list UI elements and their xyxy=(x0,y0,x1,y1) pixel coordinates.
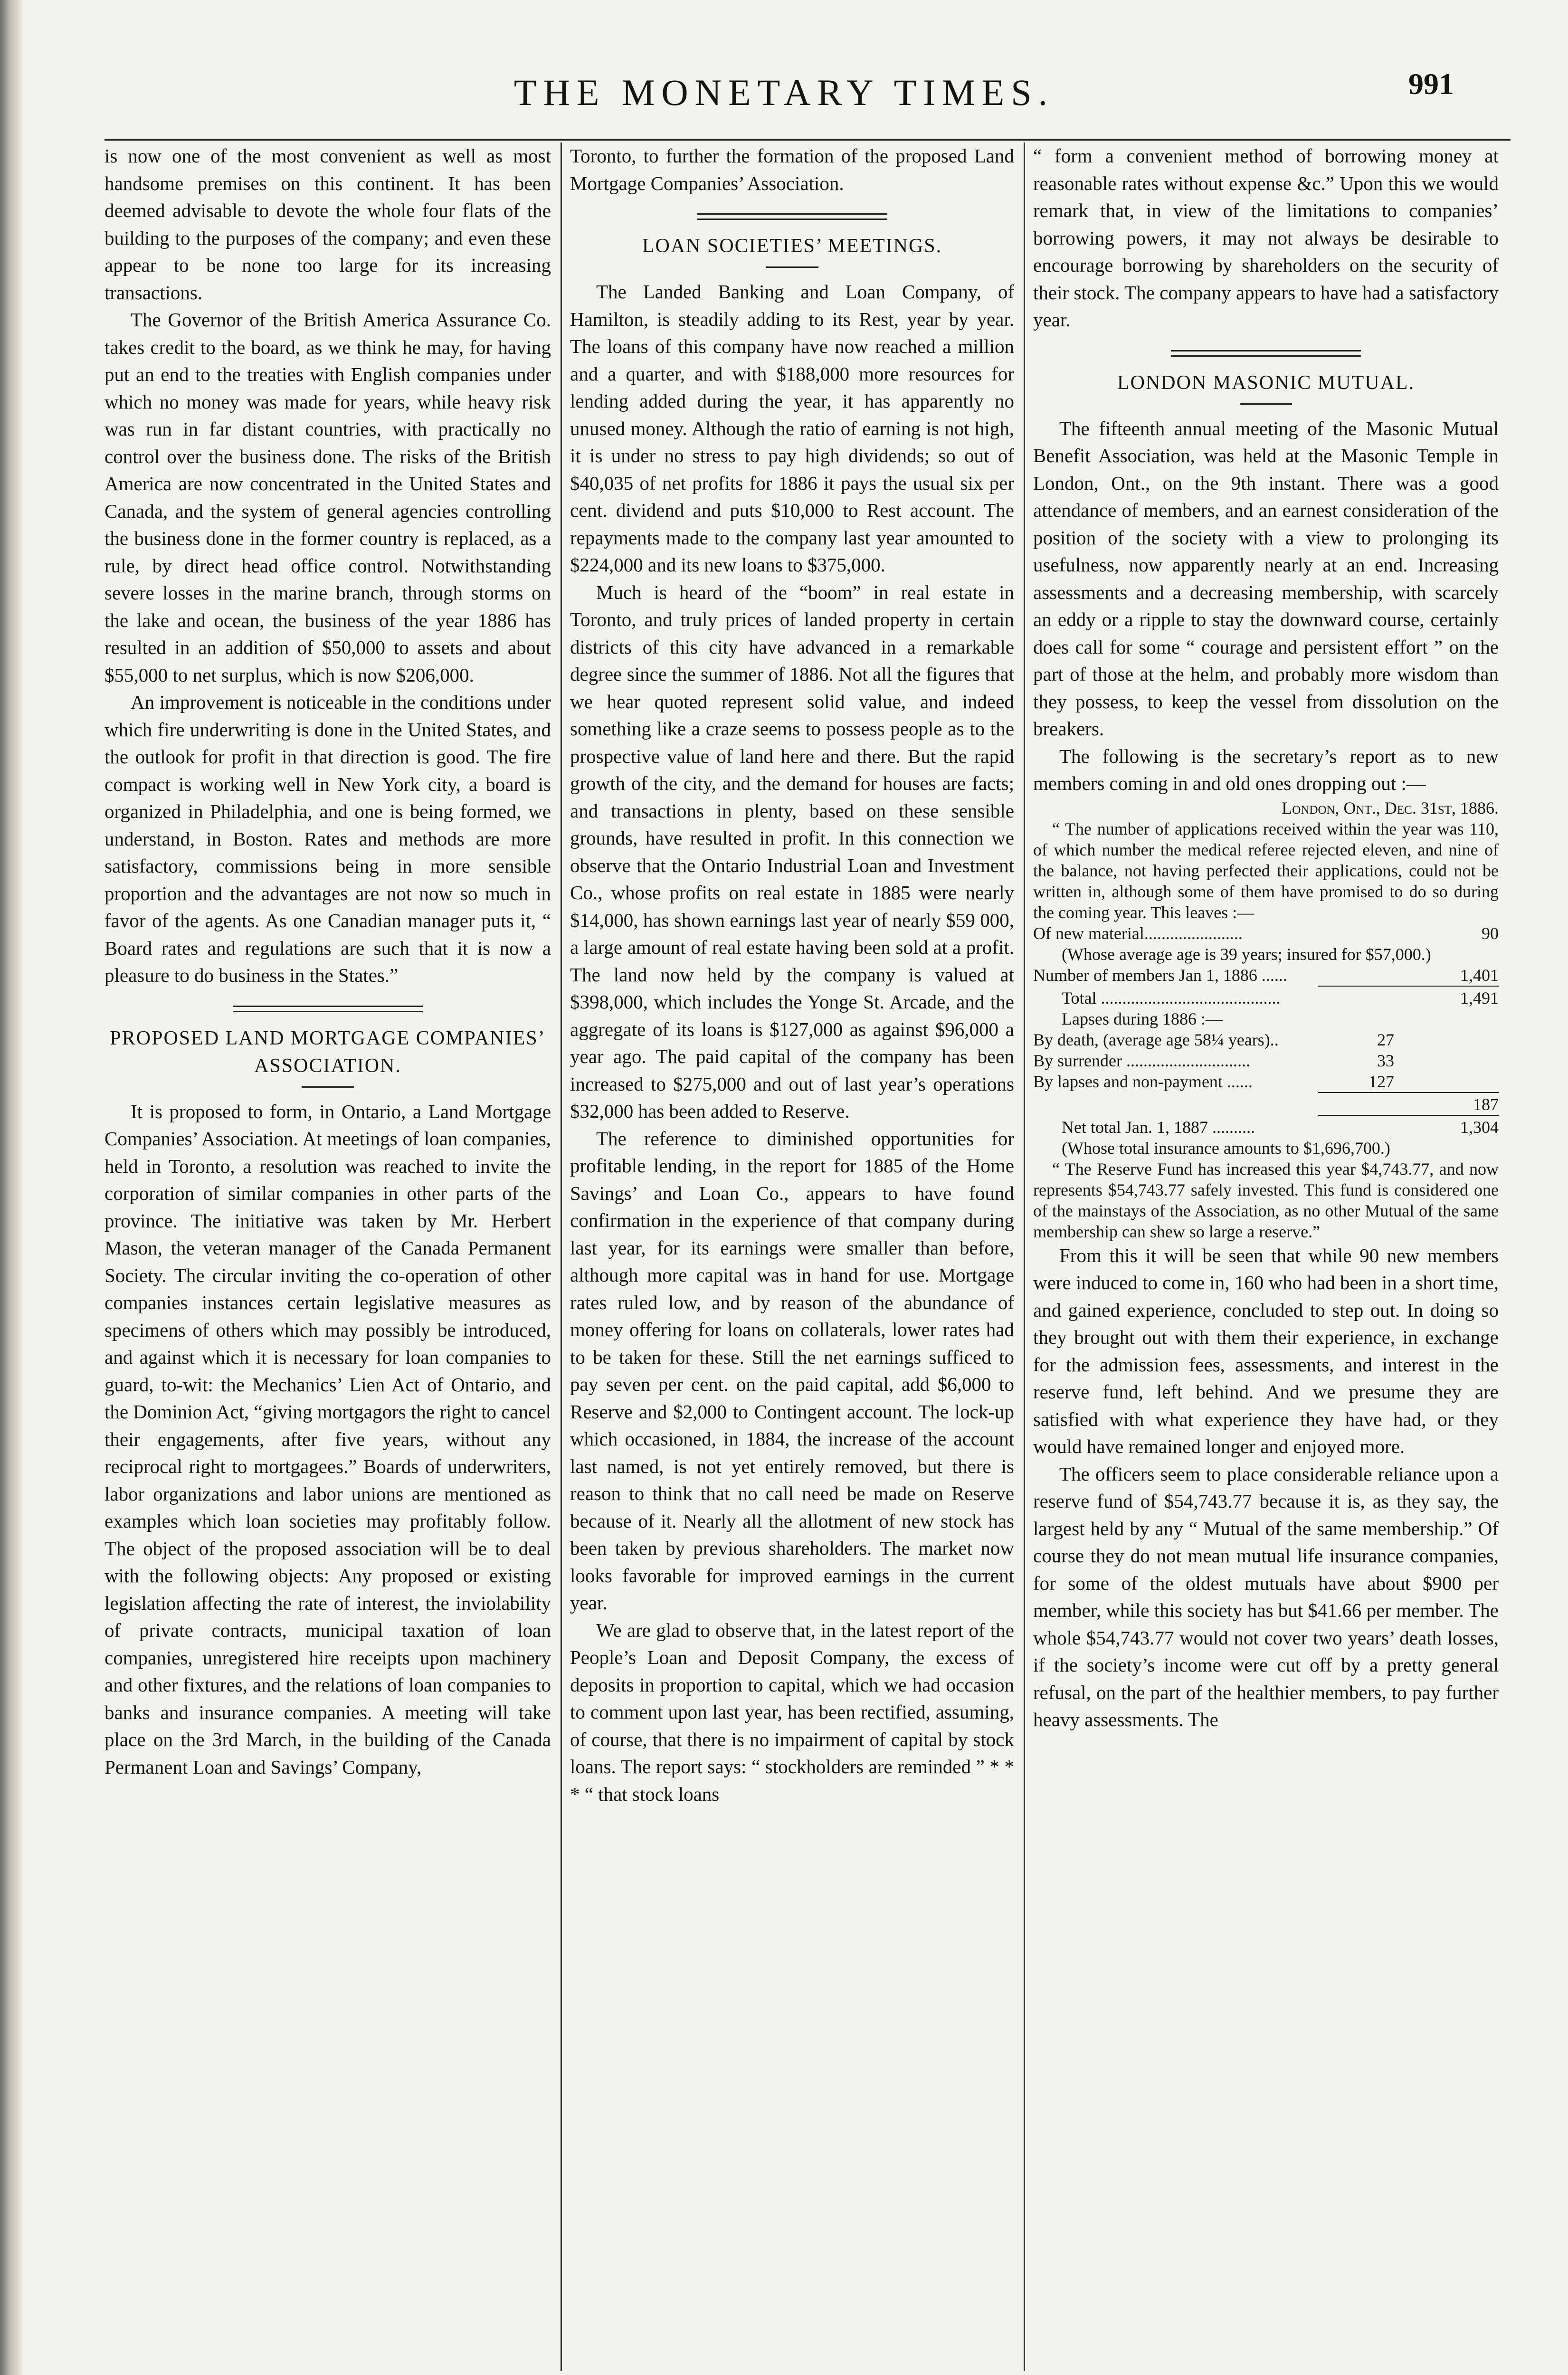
paragraph: The following is the secretary’s report as to new members coming in and old ones dropping out :— xyxy=(1033,745,1499,794)
report-row xyxy=(1033,1094,1499,1115)
scan-edge-shadow xyxy=(0,0,24,2375)
report-label: Net total Jan. 1, 1887 .......... xyxy=(1062,1117,1255,1137)
publication-title: THE MONETARY TIMES. xyxy=(513,72,1055,113)
section-heading: PROPOSED LAND MORTGAGE COMPANIES’ ASSOCIATION. xyxy=(110,1027,546,1077)
paragraph: The reference to diminished opportunities for profitable lending, in the report for 1885 of the Home Savings’ and Loan Co., appears to have found confirmation in the experience of that company during last year, for its earnings were smaller than before, although more capital was in hand for use. Mortgage rates ruled low, and by reason of the abundance of money offering for loans on collaterals, lower rates had to be taken for these. Still the net earnings sufficed to pay seven per cent. on the paid capital, add $6,000 to Reserve and $2,000 to Contingent account. The lock-up which occasioned, in 1884, the increase of the account last named, is not yet entirely removed, but there is reason to think that no call need be made on Reserve because of it. Nearly all the allotment of new stock has been taken by previous shareholders. The market now looks favorable for improved earnings in the current year. xyxy=(570,1127,1014,1614)
report-value: 33 xyxy=(1377,1051,1394,1070)
report-label: By lapses and non-payment ...... xyxy=(1033,1072,1253,1091)
report-reserve: “ The Reserve Fund has increased this year $4,743.77, and now represents $54,743.77 safely invested. This fund is considered one of the mainstays of the Association, as no other Mutual of the same membership can shew so large a reserve.” xyxy=(1033,1159,1499,1241)
paragraph: It is proposed to form, in Ontario, a Land Mortgage Companies’ Association. At meetings of loan companies, held in Toronto, a resolution was reached to invite the corporation of similar companies in other parts of the province. The initiative was taken by Mr. Herbert Mason, the veteran manager of the Canada Permanent Society. The circular inviting the co-operation of other companies instances certain legislative measures as specimens of others which may possibly be introduced, and against which it is necessary for loan companies to guard, to-wit: the Mechanics’ Lien Act of Ontario, and the Dominion Act, “giving mortgagors the right to cancel their engagements, after five years, without any reciprocal right to mortgagees.” Boards of underwriters, labor organizations and labor unions are mentioned as examples which loan societies may profitably follow. The object of the proposed association will be to deal with the following objects: Any proposed or existing legislation affecting the rate of interest, the inviolability of private contracts, municipal taxation of loan companies, unregistered hire receipts upon machinery and other fixtures, and the relations of loan companies to banks and insurance companies. A meeting will take place on the 3rd March, in the building of the Canada Permanent Loan and Savings’ Company, xyxy=(105,1100,551,1778)
report-note xyxy=(1033,944,1499,965)
masthead xyxy=(0,0,1568,142)
report-value: 187 xyxy=(1473,1094,1499,1114)
paragraph: From this it will be seen that while 90 new members were induced to come in, 160 who had been in a short time, and gained experience, concluded to step out. In doing so they brought out with them their experience, in exchange for the admission fees, assessments, and interest in the reserve fund, left behind. And we presume they are satisfied with what experience they have had, or they would have remained longer and enjoyed more. xyxy=(1033,1244,1499,1457)
paragraph: The officers seem to place considerable reliance upon a reserve fund of $54,743.77 because it is, as they say, the largest held by any “ Mutual of the same membership.” Of course they do not mean mutual life insurance companies, for some of the oldest mutuals have about $900 per member, while this society has but $41.66 per member. The whole $54,743.77 would not cover two years’ death losses, if the society’s income were cut off by a pretty general refusal, on the part of the healthier members, to pay further heavy assessments. The xyxy=(1033,1463,1499,1730)
secretary-report xyxy=(1033,798,1499,1242)
paragraph: The Landed Banking and Loan Company, of Hamilton, is steadily adding to its Rest, year by year. The loans of this company have now reached a million and a quarter, and with $188,000 more resources for lending added during the year, it has apparently no unused money. Although the ratio of earning is not high, it is under no stress to pay high dividends; so out of $40,035 of net profits for 1886 it pays the usual six per cent. dividend and puts $10,000 to Rest account. The repayments made to the company last year amounted to $224,000 and its new loans to $375,000. xyxy=(570,281,1014,576)
column-rule-1 xyxy=(561,142,562,2371)
section-heading: LOAN SOCIETIES’ MEETINGS. xyxy=(642,235,942,257)
report-note-text: (Whose total insurance amounts to $1,696,700.) xyxy=(1062,1138,1390,1158)
paragraph: is now one of the most convenient as well as most handsome premises on this continent. It has been deemed advisable to devote the whole four flats of the building to the purposes of the company; and even these appear to be none too large for its increasing transactions. xyxy=(105,145,551,304)
report-value: 27 xyxy=(1377,1030,1394,1049)
report-label: Lapses during 1886 :— xyxy=(1062,1009,1223,1028)
report-intro: “ The number of applications received within the year was 110, of which number the medical referee rejected eleven, and nine of the balance, not having perfected their applications, could not be written in, although some of them have promised to do so during the coming year. This leaves :— xyxy=(1033,819,1499,922)
paragraph: We are glad to observe that, in the latest report of the People’s Loan and Deposit Company, the excess of deposits in proportion to capital, which we had occasion to comment upon last year, has been rectified, assuming, of course, that there is no impairment of capital by stock loans. The report says: “ stockholders are reminded ” * * * “ that stock loans xyxy=(570,1619,1014,1805)
page-number: 991 xyxy=(1408,67,1454,101)
report-value: 1,491 xyxy=(1460,988,1499,1007)
report-label: By surrender ............................. xyxy=(1033,1051,1250,1070)
column-2 xyxy=(570,142,1014,2375)
report-row xyxy=(1033,1117,1499,1138)
report-row xyxy=(1033,965,1499,986)
section-divider xyxy=(1171,350,1361,357)
heading-dash xyxy=(766,266,818,268)
report-row xyxy=(1033,1008,1499,1029)
report-row xyxy=(1033,1029,1499,1050)
report-label: Number of members Jan 1, 1886 ...... xyxy=(1033,965,1287,985)
report-value: 1,401 xyxy=(1460,965,1499,985)
column-3 xyxy=(1033,142,1499,2375)
report-label: Total .......................................... xyxy=(1062,988,1281,1007)
paragraph: Much is heard of the “boom” in real estate in Toronto, and truly prices of landed property in certain districts of this city have advanced in a remarkable degree since the summer of 1886. Not all the figures that we hear quoted represent solid value, and indeed something like a craze seems to possess people as to the prospective value of land here and there. But the rapid growth of the city, and the demand for houses are facts; and transactions in plenty, based on these sensible grounds, have resulted in profit. In this connection we observe that the Ontario Industrial Loan and Investment Co., whose profits on real estate in 1885 were nearly $14,000, has shown earnings last year of nearly $59 000, a large amount of real estate having been sold at a profit. The land now held by the company is valued at $398,000, which includes the Yonge St. Arcade, and the aggregate of its loans is $127,000 as against $96,000 a year ago. The paid capital of the company has been increased to $275,000 and out of last year’s operations $32,000 has been added to Reserve. xyxy=(570,581,1014,1122)
report-row xyxy=(1033,923,1499,944)
report-row xyxy=(1033,1071,1499,1092)
section-divider xyxy=(697,213,887,220)
paragraph: The fifteenth annual meeting of the Masonic Mutual Benefit Association, was held at the Masonic Temple in London, Ont., on the 9th instant. There was a good attendance of members, and an earnest consideration of the position of the society with a view to prolonging its usefulness, now apparently nearly at an end. Increasing assessments and a decreasing membership, with scarcely an eddy or a ripple to stay the downward course, certainly does call for some “ courage and persistent effort ” on the part of those at the helm, and probably more wisdom than they possess, to keep the vessel from dissolution on the breakers. xyxy=(1033,417,1499,740)
report-row xyxy=(1033,1050,1499,1071)
report-value: 90 xyxy=(1482,923,1499,943)
paragraph: “ form a convenient method of borrowing money at reasonable rates without expense &c.” Upon this we would remark that, in view of the limitations to companies’ borrowing powers, it may not always be desirable to encourage borrowing by shareholders on the security of their stock. The company appears to have had a satisfactory year. xyxy=(1033,145,1499,331)
report-value: 127 xyxy=(1368,1072,1394,1091)
paragraph: Toronto, to further the formation of the proposed Land Mortgage Companies’ Association. xyxy=(570,145,1014,194)
report-value: 1,304 xyxy=(1460,1117,1499,1137)
report-dateline: London, Ont., Dec. 31st, 1886. xyxy=(1282,798,1499,817)
heading-dash xyxy=(302,1086,354,1088)
report-note xyxy=(1033,1138,1499,1159)
report-label: Of new material....................... xyxy=(1033,923,1243,943)
heading-dash xyxy=(1240,403,1292,405)
section-divider xyxy=(233,1006,423,1012)
report-label: By death, (average age 58¼ years).. xyxy=(1033,1030,1279,1049)
report-note-text: (Whose average age is 39 years; insured for $57,000.) xyxy=(1062,944,1431,964)
report-row xyxy=(1033,988,1499,1008)
section-heading: LONDON MASONIC MUTUAL. xyxy=(1117,371,1415,394)
column-rule-2 xyxy=(1024,142,1025,2371)
header-rule xyxy=(105,139,1511,141)
column-1 xyxy=(105,142,551,2375)
paragraph: An improvement is noticeable in the conditions under which fire underwriting is done in the United States, and the outlook for profit in that direction is good. The fire compact is working well in New York city, a board is organized in Philadelphia, and one is being formed, we understand, in Boston. Rates and methods are more satisfactory, commissions being in more sensible proportion and the advantages are not now so much in favor of the agents. As one Canadian manager puts it, “ Board rates and regulations are such that it is now a pleasure to do business in the States.” xyxy=(105,691,551,986)
paragraph: The Governor of the British America Assurance Co. takes credit to the board, as we think he may, for having put an end to the treaties with English companies under which no money was made for years, while heavy risk was run in far distant countries, with practically no control over the business done. The risks of the British America are now concentrated in the United States and Canada, and the system of general agencies controlling the business done in the former country is replaced, as a rule, by direct head office control. Notwithstanding severe losses in the marine branch, through storms on the lake and ocean, the business of the year 1886 has resulted in an addition of $50,000 to assets and about $55,000 to net surplus, which is now $206,000. xyxy=(105,309,551,686)
